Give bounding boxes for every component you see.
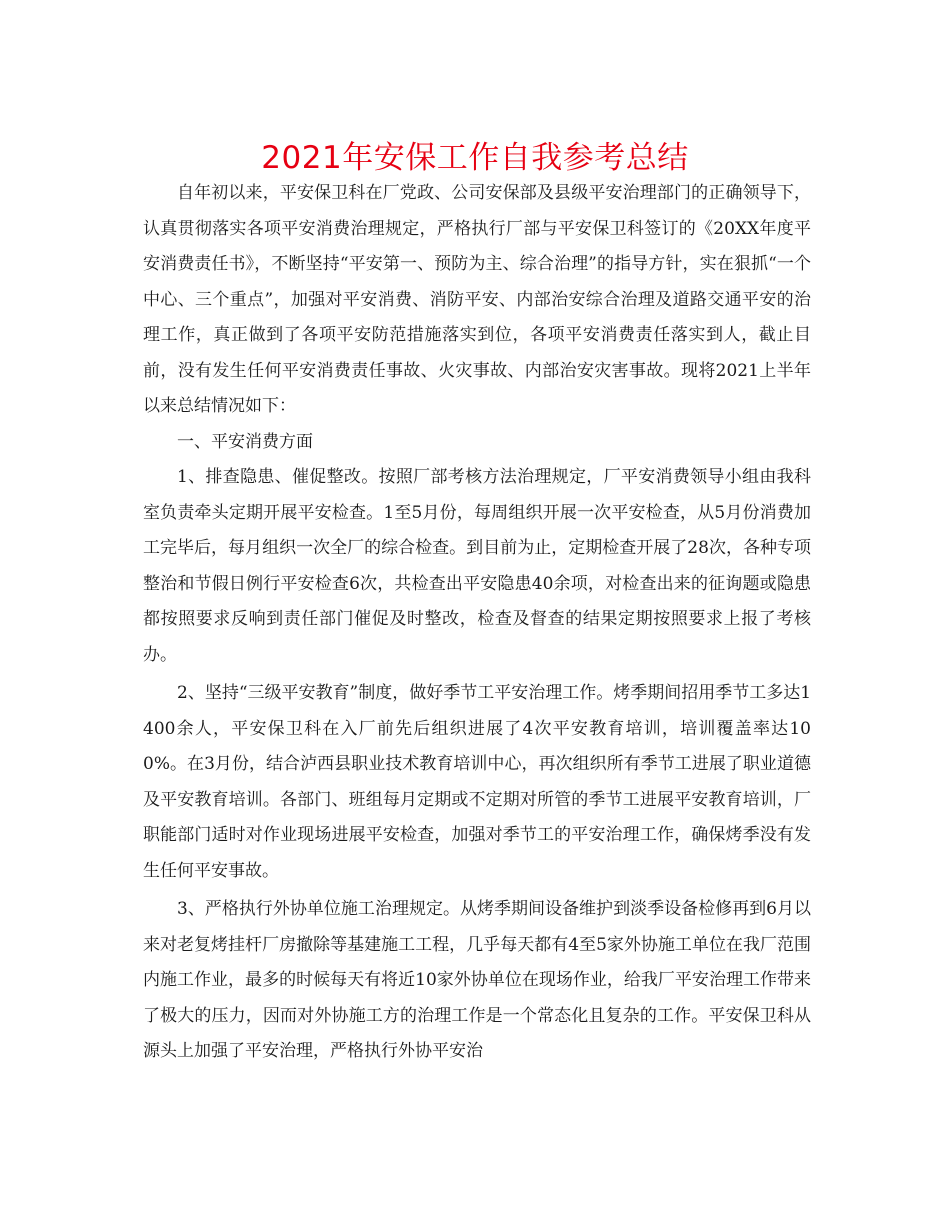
document-body: [143, 176, 811, 1070]
section-heading-safety-production: 一、平安消费方面: [177, 431, 313, 452]
paragraph-item-3: 3、严格执行外协单位施工治理规定。从烤季期间设备维护到淡季设备检修再到6月以来对老复烤挂杆厂房撤除等基建施工工程，几乎每天都有4至5家外协施工单位在我厂范围内施工作业，最多的时候每天有将近10家外协单位在现场作业，给我厂平安治理工作带来了极大的压力，因而对外协施工方的治理工作是一个常态化且复杂的工作。平安保卫科从源头上加强了平安治理，严格执行外协平安治: [143, 899, 811, 1061]
paragraph-item-2: 2、坚持“三级平安教育”制度，做好季节工平安治理工作。烤季期间招用季节工多达1400余人，平安保卫科在入厂前先后组织进展了4次平安教育培训，培训覆盖率达100%。在3月份，结合泸西县职业技术教育培训中心，再次组织所有季节工进展了职业道德及平安教育培训。各部门、班组每月定期或不定期对所管的季节工进展平安教育培训，厂职能部门适时对作业现场进展平安检查，加强对季节工的平安治理工作，确保烤季没有发生任何平安事故。: [143, 683, 812, 881]
paragraph-item-1: 1、排查隐患、催促整改。按照厂部考核方法治理规定，厂平安消费领导小组由我科室负责牵头定期开展平安检查。1至5月份，每周组织开展一次平安检查，从5月份消费加工完毕后，每月组织一次全厂的综合检查。到目前为止，定期检查开展了28次，各种专项整治和节假日例行平安检查6次，共检查出平安隐患40余项，对检查出来的征询题或隐患都按照要求反响到责任部门催促及时整改，检查及督查的结果定期按照要求上报了考核办。: [143, 467, 811, 665]
document-title: 2021年安保工作自我参考总结: [261, 140, 689, 176]
paragraph-intro: 自年初以来，平安保卫科在厂党政、公司安保部及县级平安治理部门的正确领导下，认真贯彻落实各项平安消费治理规定，严格执行厂部与平安保卫科签订的《20XX年度平安消费责任书》，不断坚持“平安第一、预防为主、综合治理”的指导方针，实在狠抓“一个中心、三个重点”，加强对平安消费、消防平安、内部治安综合治理及道路交通平安的治理工作，真正做到了各项平安防范措施落实到位，各项平安消费责任落实到人，截止目前，没有发生任何平安消费责任事故、火灾事故、内部治安灾害事故。现将2021上半年以来总结情况如下：: [143, 183, 811, 416]
